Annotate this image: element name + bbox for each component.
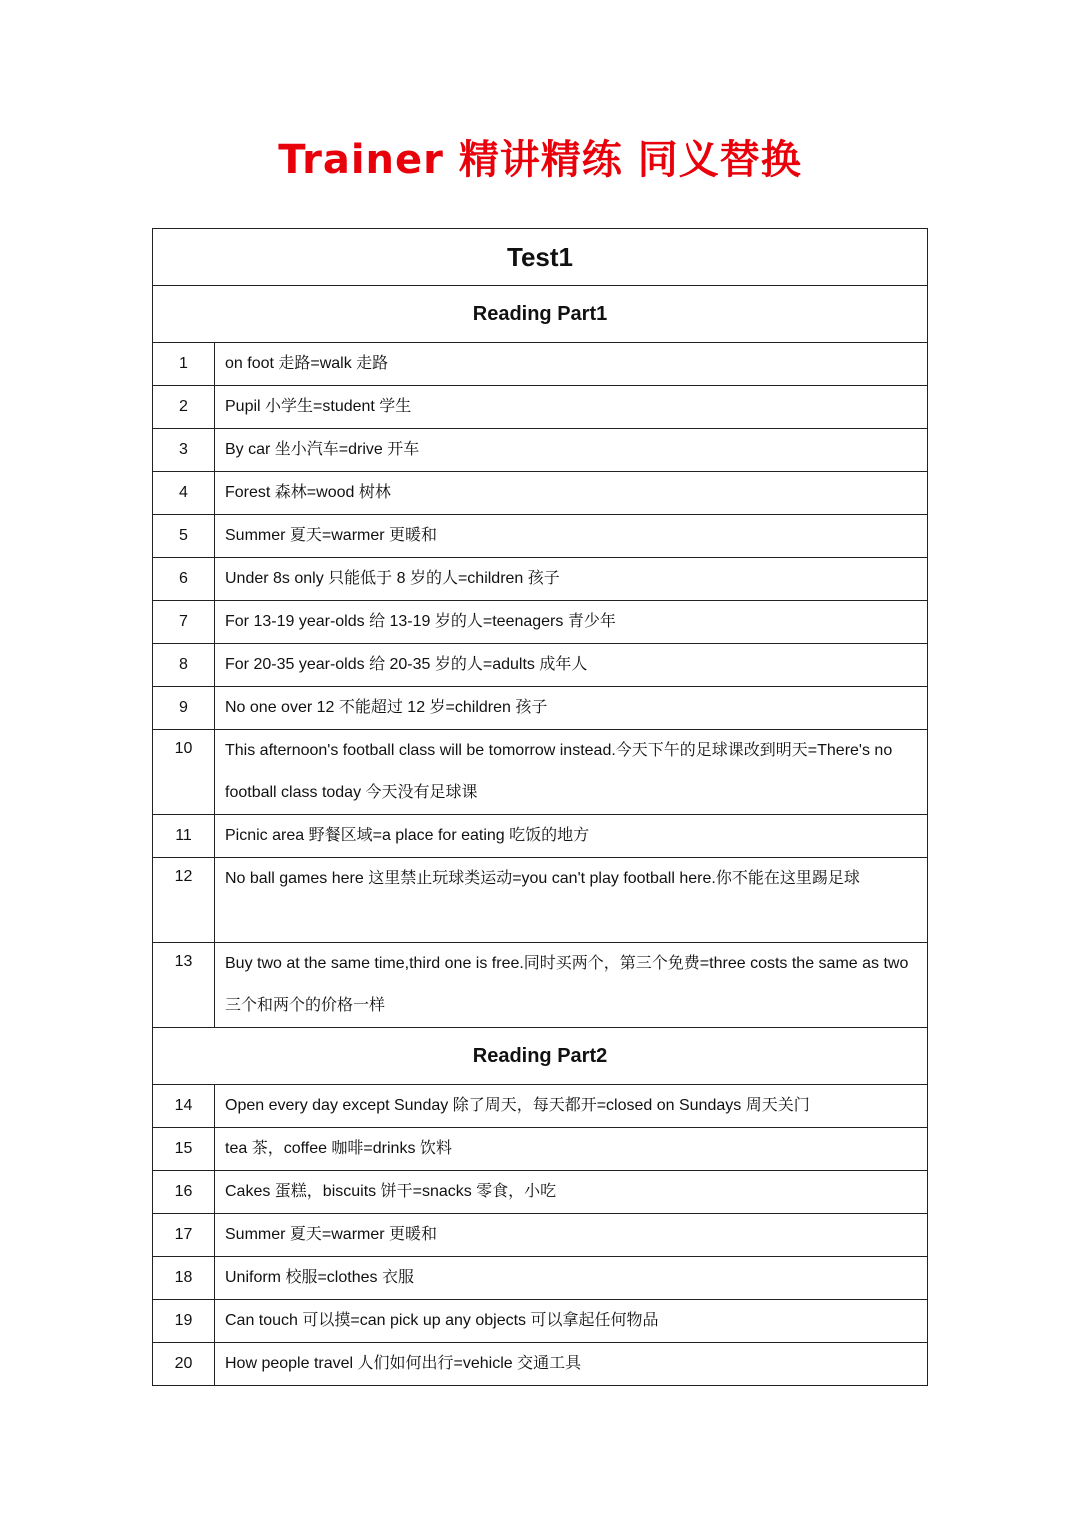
row-text: Under 8s only 只能低于 8 岁的人=children 孩子 — [215, 558, 928, 601]
row-text: No ball games here 这里禁止玩球类运动=you can't play football here.你不能在这里踢足球 — [215, 858, 928, 943]
row-text: Open every day except Sunday 除了周天，每天都开=closed on Sundays 周天关门 — [215, 1085, 928, 1128]
row-number: 13 — [153, 943, 215, 1028]
table-row — [153, 1257, 928, 1300]
table-row — [153, 472, 928, 515]
row-number: 14 — [153, 1085, 215, 1128]
table-row — [153, 1128, 928, 1171]
row-number: 12 — [153, 858, 215, 943]
table-row — [153, 343, 928, 386]
row-number: 6 — [153, 558, 215, 601]
row-number: 10 — [153, 730, 215, 815]
row-text: Cakes 蛋糕，biscuits 饼干=snacks 零食，小吃 — [215, 1171, 928, 1214]
row-text: Pupil 小学生=student 学生 — [215, 386, 928, 429]
table-row — [153, 601, 928, 644]
row-number: 18 — [153, 1257, 215, 1300]
row-number: 9 — [153, 687, 215, 730]
row-number: 15 — [153, 1128, 215, 1171]
table-row — [153, 386, 928, 429]
row-number: 20 — [153, 1343, 215, 1386]
synonym-table — [152, 228, 928, 1386]
row-number: 19 — [153, 1300, 215, 1343]
row-text: By car 坐小汽车=drive 开车 — [215, 429, 928, 472]
row-text: Buy two at the same time,third one is free.同时买两个，第三个免费=three costs the same as two 三个和两个的价格一样 — [215, 943, 928, 1028]
test-title-row — [153, 229, 928, 286]
table-row — [153, 730, 928, 815]
table-row — [153, 815, 928, 858]
section-heading-row — [153, 286, 928, 343]
row-text: For 20-35 year-olds 给 20-35 岁的人=adults 成年人 — [215, 644, 928, 687]
row-number: 1 — [153, 343, 215, 386]
table-row — [153, 687, 928, 730]
row-text: on foot 走路=walk 走路 — [215, 343, 928, 386]
table-row — [153, 858, 928, 943]
table-row — [153, 429, 928, 472]
test-title: Test1 — [153, 229, 928, 286]
row-number: 2 — [153, 386, 215, 429]
row-number: 11 — [153, 815, 215, 858]
table-row — [153, 943, 928, 1028]
row-text: tea 茶，coffee 咖啡=drinks 饮料 — [215, 1128, 928, 1171]
section-heading: Reading Part1 — [153, 286, 928, 343]
table-row — [153, 1085, 928, 1128]
row-text: For 13-19 year-olds 给 13-19 岁的人=teenagers 青少年 — [215, 601, 928, 644]
table-row — [153, 1171, 928, 1214]
row-number: 3 — [153, 429, 215, 472]
row-text: Forest 森林=wood 树林 — [215, 472, 928, 515]
page-title: Trainer 精讲精练 同义替换 — [278, 137, 802, 183]
row-text: Can touch 可以摸=can pick up any objects 可以拿起任何物品 — [215, 1300, 928, 1343]
row-number: 17 — [153, 1214, 215, 1257]
table-row — [153, 1300, 928, 1343]
row-text: This afternoon's football class will be tomorrow instead.今天下午的足球课改到明天=There's no football class today 今天没有足球课 — [215, 730, 928, 815]
table-row — [153, 1343, 928, 1386]
row-text: No one over 12 不能超过 12 岁=children 孩子 — [215, 687, 928, 730]
table-row — [153, 558, 928, 601]
row-text: How people travel 人们如何出行=vehicle 交通工具 — [215, 1343, 928, 1386]
row-number: 4 — [153, 472, 215, 515]
row-number: 7 — [153, 601, 215, 644]
row-text: Summer 夏天=warmer 更暖和 — [215, 515, 928, 558]
table-row — [153, 515, 928, 558]
row-text: Summer 夏天=warmer 更暖和 — [215, 1214, 928, 1257]
row-text: Picnic area 野餐区域=a place for eating 吃饭的地方 — [215, 815, 928, 858]
row-text: Uniform 校服=clothes 衣服 — [215, 1257, 928, 1300]
section-heading: Reading Part2 — [153, 1028, 928, 1085]
table-row — [153, 644, 928, 687]
row-number: 8 — [153, 644, 215, 687]
table-row — [153, 1214, 928, 1257]
row-number: 5 — [153, 515, 215, 558]
row-number: 16 — [153, 1171, 215, 1214]
section-heading-row — [153, 1028, 928, 1085]
